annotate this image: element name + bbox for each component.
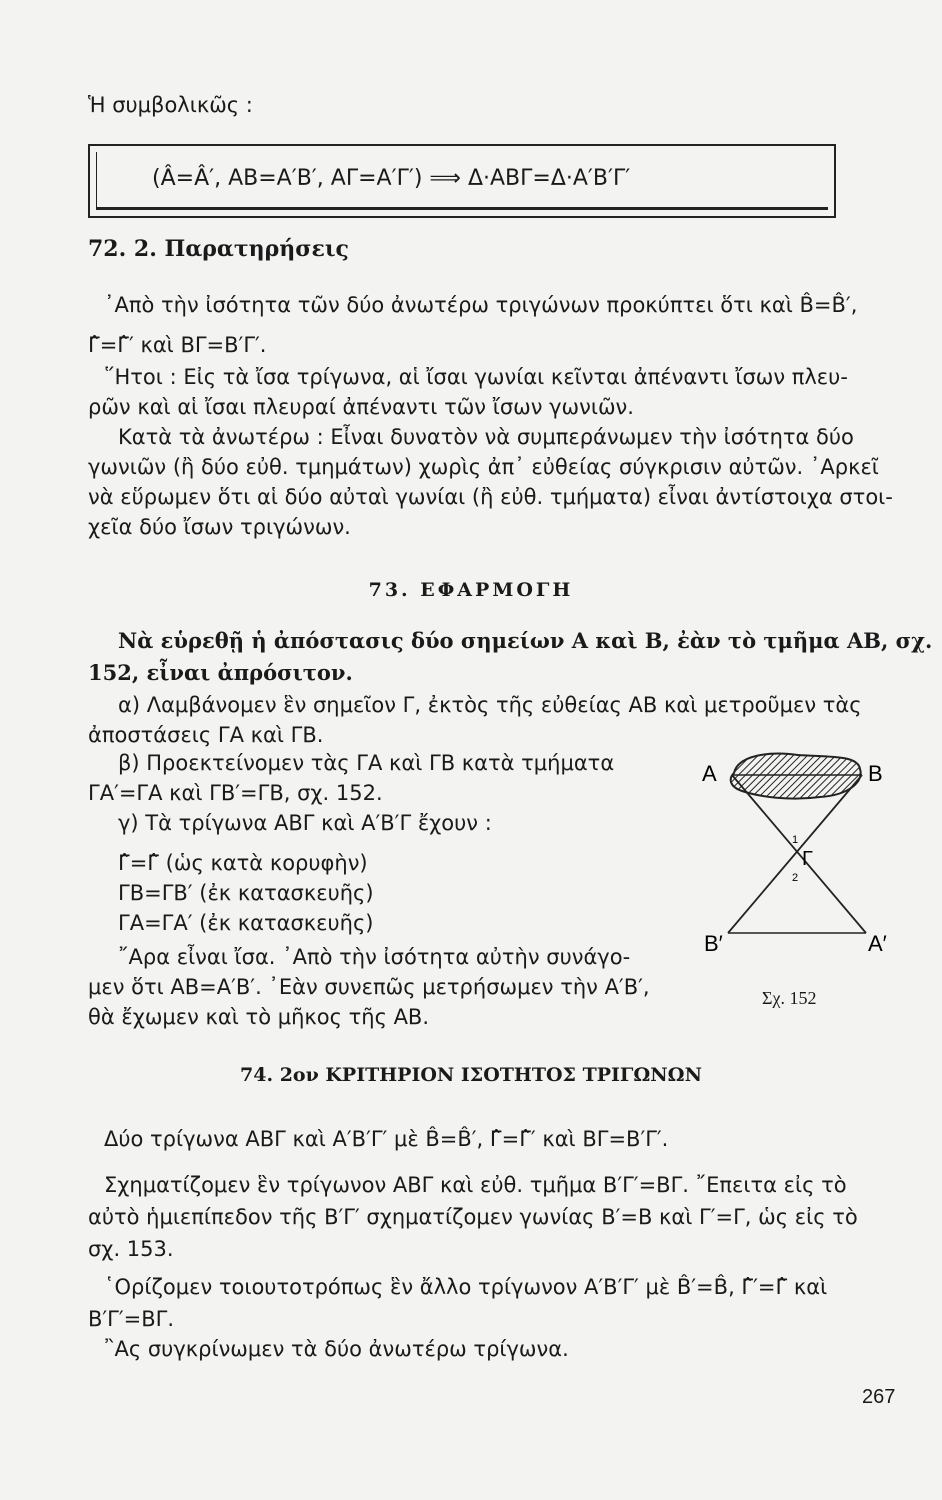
section-72-line: ρῶν καὶ αἱ ἴσαι πλευραί ἀπέναντι τῶν ἴσων γωνιῶν.	[88, 395, 634, 419]
formula-box	[88, 144, 836, 218]
section-72-line: Κατὰ τὰ ἀνωτέρω : Εἶναι δυνατὸν νὰ συμπεράνωμεν τὴν ἰσότητα δύο	[118, 425, 854, 449]
angle-1: 1	[792, 834, 799, 846]
intro-text: Ἡ συμβολικῶς :	[88, 93, 253, 117]
page-number: 267	[862, 1386, 896, 1408]
step-line: ΓΑ=ΓΑ′ (ἐκ κατασκευῆς)	[118, 911, 374, 935]
section-74-heading: 74. 2ον ΚΡΙΤΗΡΙΟΝ ΙΣΟΤΗΤΟΣ ΤΡΙΓΩΝΩΝ	[240, 1064, 702, 1086]
section-73-heading: 73. ΕΦΑΡΜΟΓΗ	[368, 579, 574, 601]
step-line: ῎Αρα εἶναι ἴσα. ᾿Απὸ τὴν ἰσότητα αὐτὴν συνάγο-	[118, 945, 631, 969]
section-72-line: ᾿Απὸ τὴν ἰσότητα τῶν δύο ἀνωτέρω τριγώνων προκύπτει ὅτι καὶ B̂=B̂′,	[104, 293, 858, 317]
section-72-heading: 72. 2. Παρατηρήσεις	[88, 236, 349, 262]
section-72-line: Γ̂=Γ̂′ καὶ ΒΓ=Β′Γ′.	[88, 333, 267, 357]
problem-line: Νὰ εὑρεθῇ ἡ ἀπόστασις δύο σημείων Α καὶ Β, ἐὰν τὸ τμῆμα ΑΒ, σχ.	[118, 628, 933, 653]
boxed-formula: (Â=Â′, ΑΒ=Α′Β′, ΑΓ=Α′Γ′) ⟹ Δ·ΑΒΓ=Δ·Α′Β′Γ′	[152, 166, 631, 191]
section-74-line: αὐτὸ ἡμιεπίπεδον τῆς Β′Γ′ σχηματίζομεν γωνίας Β′=Β καὶ Γ′=Γ, ὡς εἰς τὸ	[88, 1205, 858, 1229]
step-line: α) Λαμβάνομεν ἓν σημεῖον Γ, ἐκτὸς τῆς εὐθείας ΑΒ καὶ μετροῦμεν τὰς	[118, 693, 862, 717]
label-a: Α	[702, 761, 717, 786]
label-g: Γ	[802, 848, 814, 870]
step-line: ΓΑ′=ΓΑ καὶ ΓΒ′=ΓΒ, σχ. 152.	[88, 781, 383, 805]
step-line: ἀποστάσεις ΓΑ καὶ ΓΒ.	[88, 723, 324, 747]
section-72-line: ῞Ητοι : Εἰς τὰ ἴσα τρίγωνα, αἱ ἴσαι γωνίαι κεῖνται ἀπέναντι ἴσων πλευ-	[104, 365, 848, 389]
label-b2: Β′	[704, 931, 723, 956]
step-line: β) Προεκτείνομεν τὰς ΓΑ καὶ ΓΒ κατὰ τμήματα	[118, 751, 615, 775]
section-74-line: ῾Ορίζομεν τοιουτοτρόπως ἓν ἄλλο τρίγωνον Α′Β′Γ′ μὲ B̂′=B̂, Γ̂′=Γ̂ καὶ	[104, 1275, 828, 1299]
section-74-line: ῍Ας συγκρίνωμεν τὰ δύο ἀνωτέρω τρίγωνα.	[104, 1337, 569, 1361]
angle-2: 2	[792, 872, 799, 884]
figure-152	[690, 745, 900, 985]
step-line: μεν ὅτι ΑΒ=Α′Β′. ᾿Εὰν συνεπῶς μετρήσωμεν τὴν Α′Β′,	[88, 975, 650, 999]
figure-caption: Σχ. 152	[762, 988, 817, 1008]
label-a2: Α′	[868, 931, 887, 956]
section-72-line: νὰ εὕρωμεν ὅτι αἱ δύο αὐταὶ γωνίαι (ἢ εὐθ. τμήματα) εἶναι ἀντίστοιχα στοι-	[88, 485, 893, 509]
step-line: Γ̂=Γ̂ (ὡς κατὰ κορυφὴν)	[118, 851, 368, 875]
step-line: θὰ ἔχωμεν καὶ τὸ μῆκος τῆς ΑΒ.	[88, 1005, 430, 1029]
label-b: Β	[868, 761, 883, 786]
step-line: γ) Τὰ τρίγωνα ΑΒΓ καὶ Α′Β′Γ ἔχουν :	[118, 811, 492, 835]
section-72-line: γωνιῶν (ἢ δύο εὐθ. τμημάτων) χωρὶς ἀπ᾿ εὐθείας σύγκρισιν αὐτῶν. ᾿Αρκεῖ	[88, 455, 879, 479]
step-line: ΓΒ=ΓΒ′ (ἐκ κατασκευῆς)	[118, 881, 374, 905]
section-74-line: Δύο τρίγωνα ΑΒΓ καὶ Α′Β′Γ′ μὲ B̂=B̂′, Γ̂=Γ̂′ καὶ ΒΓ=Β′Γ′.	[104, 1127, 669, 1151]
section-74-line: σχ. 153.	[88, 1237, 174, 1261]
problem-line: 152, εἶναι ἀπρόσιτον.	[88, 660, 353, 685]
section-72-line: χεῖα δύο ἴσων τριγώνων.	[88, 515, 351, 539]
section-74-line: Σχηματίζομεν ἓν τρίγωνον ΑΒΓ καὶ εὐθ. τμῆμα Β′Γ′=ΒΓ. ῎Επειτα εἰς τὸ	[104, 1173, 847, 1197]
section-74-line: Β′Γ′=ΒΓ.	[88, 1307, 175, 1331]
inaccessible-region	[731, 754, 861, 799]
